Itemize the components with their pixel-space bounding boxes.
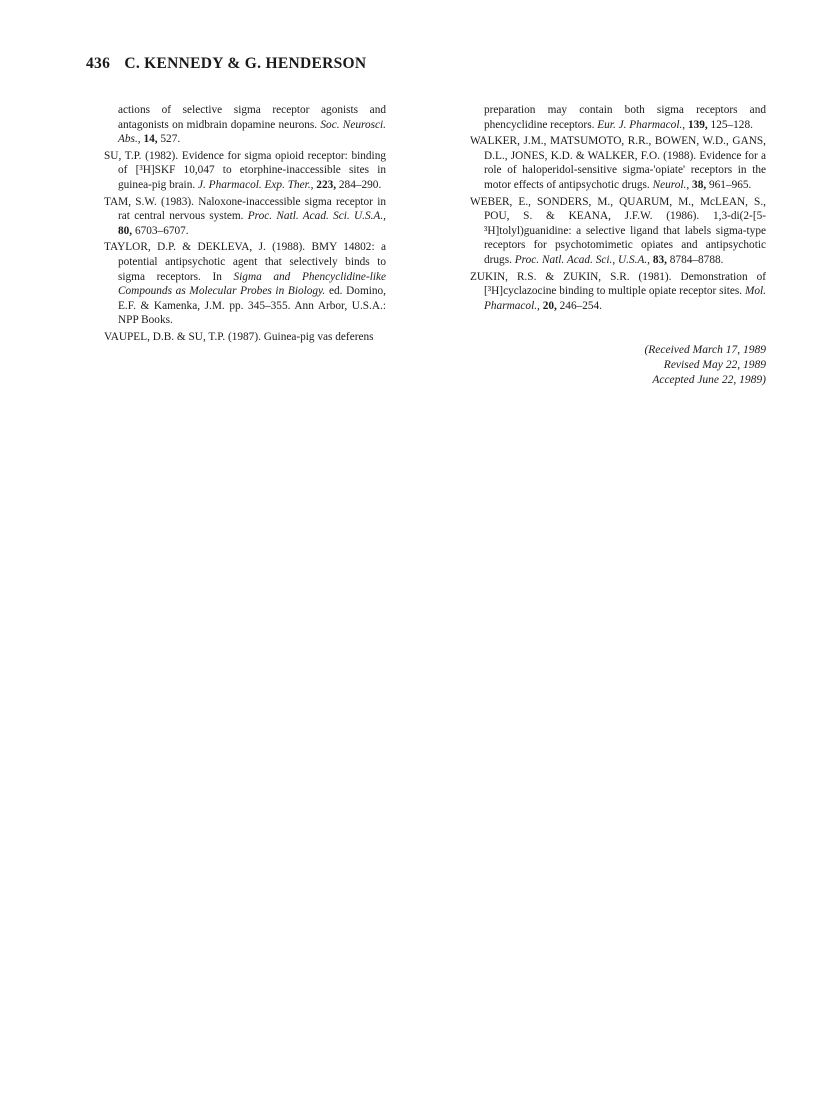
reference-entry: [470, 103, 766, 132]
reference-entry: [470, 195, 766, 268]
volume: 223,: [316, 178, 337, 191]
pages: 6703–6707.: [134, 224, 189, 237]
journal-name: Soc. Neurosci. Abs.,: [118, 118, 387, 146]
journal-name: Neurol.,: [652, 178, 690, 191]
reference-text: preparation may contain both sigma receptors and phencyclidine receptors.: [484, 104, 766, 131]
journal-name: J. Pharmacol. Exp. Ther.,: [198, 178, 314, 191]
volume: 14,: [143, 133, 158, 146]
reference-entry: [104, 149, 386, 193]
volume: 83,: [652, 253, 667, 266]
manuscript-dates: [506, 343, 766, 387]
reference-text: TAM, S.W. (1983). Naloxone-inaccessible sigma receptor in rat central nervous system.: [104, 195, 386, 223]
reference-text: WEBER, E., SONDERS, M., QUARUM, M., McLEAN, S., POU, S. & KEANA, J.F.W. (1986). 1,3-di(2-[5-³H]tolyl)guanidine: a selective ligand that labels sigma-type receptors for psychotomimetic opiates and antipsychotic drugs.: [470, 195, 766, 266]
accepted-date: Accepted June 22, 1989): [652, 373, 766, 386]
journal-name: Mol. Pharmacol.,: [484, 285, 766, 312]
reference-text: SU, T.P. (1982). Evidence for sigma opioid receptor: binding of [³H]SKF 10,047 to etorphine-inaccessible sites in guinea-pig brain.: [104, 149, 386, 191]
journal-name: Proc. Natl. Acad. Sci. U.S.A.,: [247, 210, 386, 223]
journal-name: Proc. Natl. Acad. Sci., U.S.A.,: [514, 253, 650, 266]
reference-text: actions of selective sigma receptor agonists and antagonists on midbrain dopamine neurons.: [118, 104, 386, 131]
reference-entry: [104, 103, 386, 147]
running-header: [86, 55, 366, 73]
running-head-authors: C. KENNEDY & G. HENDERSON: [124, 55, 367, 72]
volume: 20,: [542, 299, 557, 312]
page-number: 436: [86, 55, 111, 72]
revised-date: Revised May 22, 1989: [663, 358, 766, 371]
pages: 8784–8788.: [669, 253, 724, 266]
reference-text: ZUKIN, R.S. & ZUKIN, S.R. (1981). Demonstration of [³H]cyclazocine binding to multiple opiate receptor sites.: [470, 270, 766, 298]
reference-column-left: [104, 103, 386, 347]
reference-entry: [104, 330, 386, 345]
received-date: (Received March 17, 1989: [644, 344, 766, 356]
journal-name: Eur. J. Pharmacol.,: [597, 118, 686, 131]
pages: 527.: [160, 133, 181, 146]
reference-text: TAYLOR, D.P. & DEKLEVA, J. (1988). BMY 14802: a potential antipsychotic agent that selectively binds to sigma receptors. In: [104, 241, 386, 283]
reference-publisher: ed. Domino, E.F. & Kamenka, J.M. pp. 345–355. Ann Arbor, U.S.A.: NPP Books.: [118, 285, 387, 327]
reference-entry: [470, 270, 766, 314]
reference-text: VAUPEL, D.B. & SU, T.P. (1987). Guinea-pig vas deferens: [104, 330, 374, 343]
pages: 125–128.: [710, 118, 753, 131]
reference-column-right: [470, 103, 766, 315]
reference-text: WALKER, J.M., MATSUMOTO, R.R., BOWEN, W.D., GANS, D.L., JONES, K.D. & WALKER, F.O. (1988). Evidence for a role of haloperidol-sensitive sigma-'opiate' receptors in the motor effects of antipsychotic drugs.: [470, 135, 766, 191]
book-title: Sigma and Phencyclidine-like Compounds as Molecular Probes in Biology.: [118, 270, 387, 298]
reference-entry: [470, 134, 766, 192]
reference-entry: [104, 195, 386, 239]
volume: 139,: [687, 118, 708, 131]
reference-entry: [104, 240, 386, 328]
volume: 38,: [692, 178, 707, 191]
pages: 284–290.: [338, 178, 382, 191]
pages: 246–254.: [559, 299, 603, 312]
volume: 80,: [118, 224, 133, 237]
pages: 961–965.: [709, 178, 752, 191]
